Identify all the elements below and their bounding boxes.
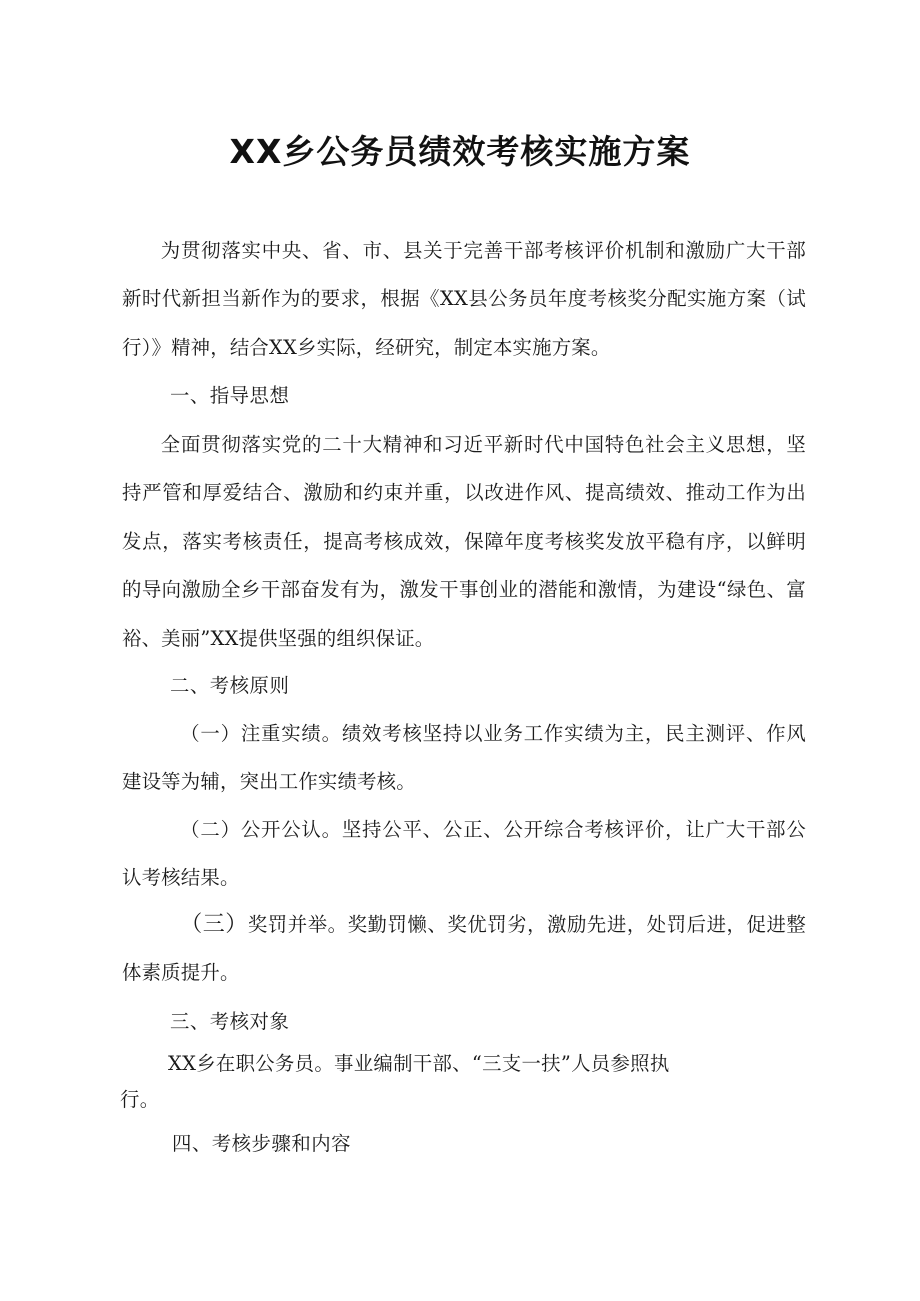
section-heading-assessment-targets: 三、考核对象 <box>170 1010 290 1033</box>
guiding-ideology-paragraph: 全面贯彻落实党的二十大精神和习近平新时代中国特色社会主义思想，坚持严管和厚爱结合、激励和约束并重，以改进作风、提高绩效、推动工作为出发点，落实考核责任，提高考核成效，保障年度考核奖发放平稳有序，以鲜明的导向激励全乡干部奋发有为，激发干事创业的潜能和激情，为建设“绿色、富裕、美丽”XX提供坚强的组织保证。 <box>122 433 806 650</box>
section-heading-principles: 二、考核原则 <box>170 674 290 697</box>
principle-lead: （三） <box>180 912 248 937</box>
principle-text: 公开公认。坚持公平、公正、公开综合考核评价，让广大干部公认考核结果。 <box>122 818 806 890</box>
section-heading-guiding-ideology: 一、指导思想 <box>170 384 290 407</box>
principle-item <box>122 901 806 998</box>
intro-paragraph: 为贯彻落实中央、省、市、县关于完善干部考核评价机制和激励广大干部新时代新担当新作为的要求，根据《XX县公务员年度考核奖分配实施方案（试行）》精神，结合XX乡实际，经研究，制定本实施方案。 <box>122 239 806 359</box>
principle-text: 注重实绩。绩效考核坚持以业务工作实绩为主，民主测评、作风建设等为辅，突出工作实绩考核。 <box>122 722 806 794</box>
assessment-targets-paragraph: XX乡在职公务员。事业编制干部、“三支一扶”人员参照执行。 <box>120 1052 670 1111</box>
principle-lead: （二） <box>180 818 241 841</box>
principle-lead: （一） <box>180 722 241 745</box>
principle-text: 奖罚并举。奖勤罚懒、奖优罚劣，激励先进，处罚后进，促进整体素质提升。 <box>122 913 806 985</box>
document-title: XX乡公务员绩效考核实施方案 <box>229 132 691 171</box>
principle-item <box>122 806 806 903</box>
section-heading-steps-and-content: 四、考核步骤和内容 <box>172 1132 352 1155</box>
principle-item <box>122 710 806 807</box>
